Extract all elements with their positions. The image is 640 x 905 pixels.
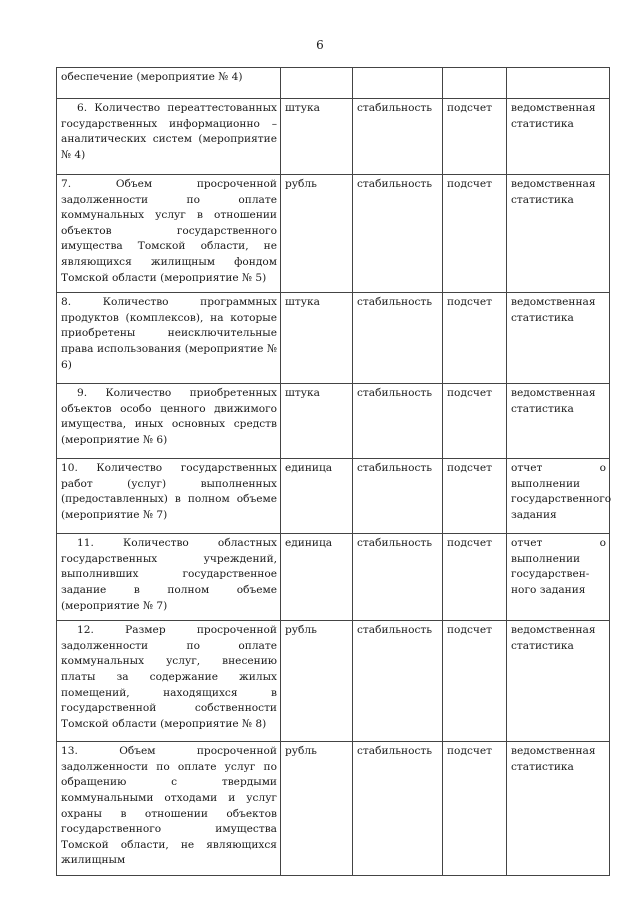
table-row [57,175,610,293]
unit-cell: рубль [281,175,353,293]
method-cell: подсчет [443,621,507,742]
unit-cell: рубль [281,742,353,876]
unit-cell: штука [281,99,353,175]
method-cell: подсчет [443,534,507,621]
indicator-cell: 6. Количество переаттестованных государственных информационно – аналитических систем (мероприятие № 4) [57,99,281,175]
source-cell: ведомственная статистика [507,293,610,384]
indicator-cell: 13. Объем просроченной задолженности по оплате услуг по обращению с твердыми коммунальными отходами и услуг охраны в отношении объектов государственного имущества Томской области, не являющихся жилищным [57,742,281,876]
source-cell: ведомственная статистика [507,175,610,293]
unit-cell: штука [281,384,353,459]
direction-cell: стабильность [353,534,443,621]
direction-cell: стабильность [353,175,443,293]
unit-cell: рубль [281,621,353,742]
table-row [57,384,610,459]
indicator-cell: 10. Количество государственных работ (услуг) выполненных (предоставленных) в полном объеме (мероприятие № 7) [57,459,281,534]
direction-cell [353,68,443,99]
direction-cell: стабильность [353,99,443,175]
source-cell: отчет о выполнении государствен-ного задания [507,534,610,621]
page-number: 6 [316,38,324,52]
indicator-cell: 8. Количество программных продуктов (комплексов), на которые приобретены неисключительные права использования (мероприятие № 6) [57,293,281,384]
source-cell: ведомственная статистика [507,742,610,876]
method-cell [443,68,507,99]
table-row [57,68,610,99]
unit-cell: единица [281,459,353,534]
direction-cell: стабильность [353,621,443,742]
unit-cell: штука [281,293,353,384]
method-cell: подсчет [443,742,507,876]
source-cell: ведомственная статистика [507,99,610,175]
table-row [57,742,610,876]
indicator-cell: 12. Размер просроченной задолженности по оплате коммунальных услуг, внесению платы за содержание жилых помещений, находящихся в государственной собственности Томской области (мероприятие № 8) [57,621,281,742]
table-row [57,534,610,621]
indicator-cell: обеспечение (мероприятие № 4) [57,68,281,99]
direction-cell: стабильность [353,293,443,384]
table-row [57,99,610,175]
method-cell: подсчет [443,459,507,534]
direction-cell: стабильность [353,384,443,459]
direction-cell: стабильность [353,459,443,534]
method-cell: подсчет [443,99,507,175]
method-cell: подсчет [443,175,507,293]
method-cell: подсчет [443,384,507,459]
table-row [57,293,610,384]
indicators-table [56,67,610,876]
indicator-cell: 11. Количество областных государственных учреждений, выполнивших государственное задание в полном объеме (мероприятие № 7) [57,534,281,621]
method-cell: подсчет [443,293,507,384]
source-cell: ведомственная статистика [507,384,610,459]
source-cell: ведомственная статистика [507,621,610,742]
direction-cell: стабильность [353,742,443,876]
source-cell [507,68,610,99]
indicator-cell: 7. Объем просроченной задолженности по оплате коммунальных услуг в отношении объектов государственного имущества Томской области, не являющихся жилищным фондом Томской области (мероприятие № 5) [57,175,281,293]
table-row [57,459,610,534]
table-row [57,621,610,742]
source-cell: отчет о выполнении государственного задания [507,459,610,534]
unit-cell [281,68,353,99]
indicator-cell: 9. Количество приобретенных объектов особо ценного движимого имущества, иных основных средств (мероприятие № 6) [57,384,281,459]
unit-cell: единица [281,534,353,621]
